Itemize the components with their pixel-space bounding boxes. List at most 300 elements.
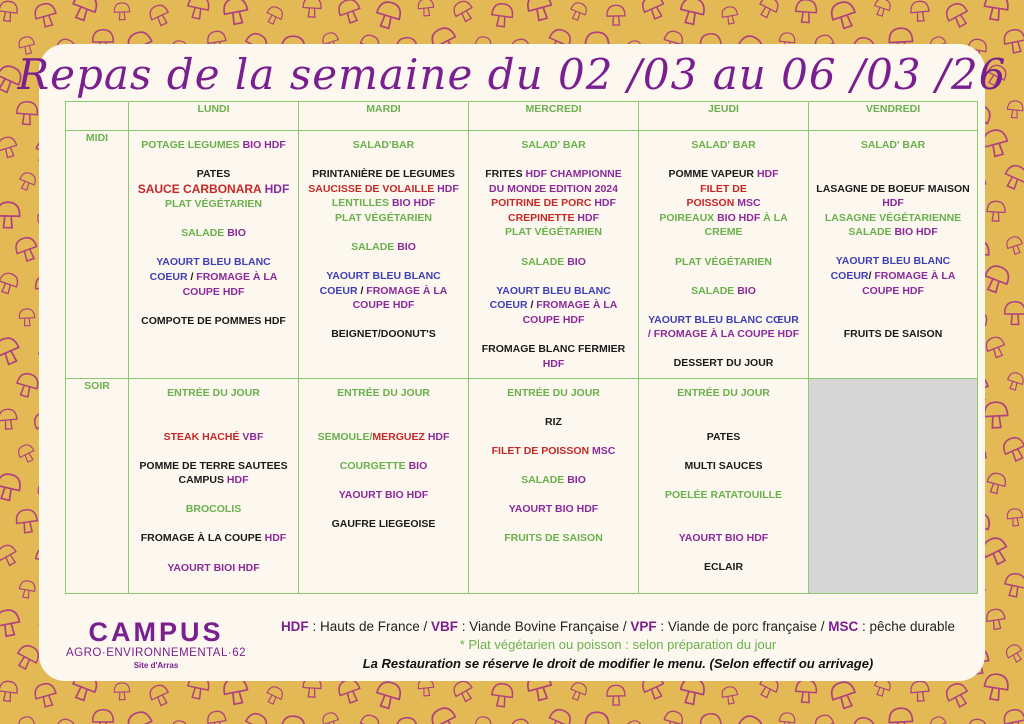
row-label-midi: MIDI	[66, 131, 129, 379]
line-spacer	[643, 298, 804, 313]
legend-segment: VPF	[630, 619, 657, 634]
menu-text: /	[357, 284, 367, 297]
day-header-mardi: MARDI	[299, 102, 469, 131]
mushroom-icon	[779, 712, 796, 724]
menu-text: BROCOLIS	[185, 503, 242, 516]
menu-text: CAMPUS	[178, 474, 227, 487]
menu-line	[473, 255, 634, 270]
line-spacer	[133, 241, 294, 256]
menu-line	[473, 225, 634, 240]
menu-text: BEIGNET/DOONUT'S	[331, 328, 436, 341]
line-spacer	[813, 153, 973, 168]
line-spacer	[643, 342, 804, 357]
menu-line	[643, 430, 804, 445]
mushroom-icon	[585, 712, 609, 724]
mushroom-icon	[1003, 572, 1024, 598]
menu-line	[303, 269, 464, 284]
menu-text: FRUITS DE SAISON	[504, 532, 603, 545]
logo-sub-text: AGRO·ENVIRONNEMENTAL·62	[66, 647, 246, 659]
menu-line	[643, 386, 804, 401]
line-spacer	[303, 401, 464, 416]
mushroom-icon	[987, 201, 1006, 222]
menu-text: BIO	[737, 284, 756, 297]
mushroom-icon	[15, 508, 39, 533]
mushroom-icon	[19, 309, 35, 326]
line-spacer	[813, 298, 973, 313]
mushroom-icon	[1007, 100, 1024, 118]
menu-line	[133, 182, 294, 198]
line-spacer	[643, 401, 804, 416]
mushroom-icon	[0, 608, 22, 637]
menu-text: POMME DE TERRE SAUTEES	[139, 459, 288, 472]
line-spacer	[643, 502, 804, 517]
menu-text: STEAK HACHÉ	[163, 430, 243, 443]
menu-text: CREME	[704, 226, 743, 239]
mushroom-icon	[0, 271, 20, 295]
menu-text: SALADE	[691, 284, 738, 297]
mushroom-icon	[983, 0, 1010, 21]
legend-segment: : Viande Bovine Française /	[458, 619, 631, 634]
menu-line	[303, 327, 464, 342]
line-spacer	[133, 212, 294, 227]
line-spacer	[303, 255, 464, 270]
mushroom-icon	[966, 718, 987, 724]
line-spacer	[303, 313, 464, 328]
menu-text: POTAGE LEGUMES	[141, 139, 243, 151]
mushroom-icon	[428, 704, 460, 724]
line-spacer	[303, 153, 464, 168]
mushroom-icon	[721, 6, 739, 25]
mushroom-icon	[943, 0, 972, 30]
mushroom-icon	[525, 0, 554, 22]
mushroom-icon	[872, 0, 892, 18]
mushroom-icon	[828, 679, 858, 711]
menu-line	[643, 255, 804, 270]
menu-text: LENTILLES	[331, 197, 392, 210]
line-spacer	[303, 444, 464, 459]
line-spacer	[643, 473, 804, 488]
line-spacer	[813, 313, 973, 328]
menu-line	[643, 284, 804, 299]
menu-cell-midi-mardi	[299, 131, 469, 379]
day-header-mercredi: MERCREDI	[469, 102, 639, 131]
menu-text: BIO	[227, 227, 246, 240]
menu-text: COUPE HDF	[352, 299, 415, 312]
menu-line	[303, 386, 464, 401]
menu-text: PLAT VÉGÉTARIEN	[334, 211, 433, 224]
mushroom-icon	[984, 335, 1008, 360]
menu-line	[303, 240, 464, 255]
menu-text: FROMAGE À LA	[196, 271, 278, 284]
legend-segment: VBF	[431, 619, 458, 634]
menu-text: HDF CHAMPIONNE	[525, 168, 622, 181]
menu-text: POITRINE DE PORC	[491, 197, 595, 210]
legend-abbreviations	[248, 618, 988, 636]
mushroom-icon	[0, 202, 20, 228]
menu-text: POIREAUX	[659, 211, 718, 224]
menu-line	[813, 327, 973, 342]
menu-text: PATES	[706, 430, 741, 443]
menu-text: YAOURT BLEU BLANC	[156, 256, 271, 269]
line-spacer	[643, 240, 804, 255]
menu-line	[643, 356, 804, 371]
menu-text: DESSERT DU JOUR	[673, 357, 774, 370]
menu-line	[643, 313, 804, 328]
menu-line	[473, 386, 634, 401]
menu-text: SALADE	[521, 255, 568, 268]
corner-cell	[66, 102, 129, 131]
mushroom-icon	[889, 708, 914, 724]
menu-cell-soir-jeudi	[639, 379, 809, 594]
menu-cell-midi-lundi	[129, 131, 299, 379]
menu-line	[813, 182, 973, 197]
mushroom-icon	[125, 709, 156, 724]
mushroom-icon	[13, 235, 40, 263]
day-header-row	[66, 102, 978, 131]
menu-text: HDF	[264, 532, 287, 545]
line-spacer	[473, 240, 634, 255]
mushroom-icon	[147, 3, 172, 28]
mushroom-icon	[114, 683, 130, 700]
menu-text: SALADE	[181, 227, 228, 240]
menu-text: /	[187, 271, 197, 284]
menu-text: BIO	[408, 459, 428, 472]
menu-line	[813, 211, 973, 226]
mushroom-icon	[490, 2, 514, 27]
line-spacer	[133, 444, 294, 459]
menu-line	[473, 211, 634, 226]
menu-text: HDF	[437, 182, 459, 195]
mushroom-icon	[451, 0, 476, 24]
line-spacer	[133, 488, 294, 503]
menu-text: SALADE	[848, 226, 895, 239]
menu-line	[133, 270, 294, 285]
mushroom-icon	[568, 681, 589, 702]
menu-line	[643, 225, 804, 240]
menu-line	[473, 473, 634, 488]
menu-text: POISSON	[686, 197, 738, 210]
menu-line	[133, 226, 294, 241]
menu-text: SALAD' BAR	[521, 139, 586, 151]
menu-line	[643, 167, 804, 182]
menu-line	[473, 138, 634, 153]
menu-text: SALAD' BAR	[860, 139, 926, 151]
menu-cell-midi-mercredi	[469, 131, 639, 379]
mushroom-icon	[490, 682, 514, 707]
legend	[248, 618, 988, 674]
menu-line	[133, 473, 294, 488]
menu-line	[303, 138, 464, 153]
mushroom-icon	[721, 686, 739, 705]
menu-line	[473, 298, 634, 313]
menu-line	[473, 531, 634, 546]
menu-line	[133, 197, 294, 212]
menu-text: LASAGNE DE BOEUF MAISON	[816, 182, 970, 195]
page-title: Repas de la semaine du 02 /03 au 06 /03 /26	[17, 50, 1007, 99]
menu-text: BIO HDF	[894, 226, 938, 239]
line-spacer	[133, 153, 294, 168]
menu-line	[303, 488, 464, 503]
mushroom-icon	[928, 714, 949, 724]
menu-text: HDF	[226, 474, 249, 487]
legend-note: * Plat végétarien ou poisson : selon préparation du jour	[459, 637, 777, 652]
menu-text: /	[527, 299, 537, 312]
mushroom-icon	[0, 0, 18, 22]
menu-text: BIO	[567, 474, 586, 487]
mushroom-icon	[1005, 302, 1024, 325]
menu-line	[643, 327, 804, 342]
menu-text: SALADE	[351, 240, 398, 253]
mushroom-icon	[733, 712, 766, 724]
menu-cell-soir-mardi	[299, 379, 469, 594]
mushroom-icon	[451, 678, 476, 704]
mushroom-icon	[16, 101, 38, 125]
mushroom-icon	[1002, 708, 1024, 724]
menu-text: HDF	[756, 168, 779, 181]
day-header-lundi: LUNDI	[129, 102, 299, 131]
line-spacer	[303, 415, 464, 430]
line-spacer	[473, 401, 634, 416]
menu-line	[133, 459, 294, 474]
mushroom-icon	[0, 680, 18, 702]
menu-text: COEUR	[489, 299, 528, 312]
menu-text: COEUR	[319, 284, 358, 297]
mushroom-icon	[417, 0, 434, 16]
menu-text: PATES	[196, 168, 231, 181]
menu-text: ENTRÉE DU JOUR	[167, 387, 260, 399]
menu-line	[303, 430, 464, 445]
menu-text: COUPE HDF	[522, 313, 585, 326]
menu-line	[643, 531, 804, 546]
menu-line	[813, 138, 973, 153]
menu-line	[303, 211, 464, 226]
mushroom-icon	[984, 402, 1009, 429]
mushroom-icon	[474, 716, 492, 724]
day-header-vendredi: VENDREDI	[809, 102, 978, 131]
mushroom-icon	[640, 0, 668, 22]
mushroom-icon	[264, 684, 285, 706]
menu-line	[133, 138, 294, 153]
line-spacer	[133, 299, 294, 314]
mushroom-icon	[662, 709, 685, 724]
menu-line	[813, 284, 973, 299]
mushroom-icon	[910, 1, 930, 22]
menu-text: FROMAGE À LA	[874, 270, 956, 283]
menu-text: MSC	[592, 445, 616, 458]
menu-text: FROMAGE À LA	[366, 284, 448, 297]
legend-segment: MSC	[828, 619, 859, 634]
mushroom-icon	[981, 263, 1012, 295]
menu-cell-soir-lundi	[129, 379, 299, 594]
menu-text: SAUCISSE DE VOLAILLE	[308, 182, 438, 195]
menu-text: COEUR	[830, 270, 869, 283]
mushroom-icon	[0, 472, 22, 502]
mushroom-icon	[18, 580, 36, 599]
menu-text: ENTRÉE DU JOUR	[507, 387, 600, 399]
menu-line	[303, 459, 464, 474]
mushroom-icon	[1001, 163, 1024, 192]
menu-text: HDF	[264, 181, 290, 196]
menu-line	[643, 560, 804, 575]
mushroom-icon	[13, 642, 42, 672]
menu-text: FRUITS DE SAISON	[843, 328, 943, 341]
mushroom-icon	[303, 0, 322, 17]
line-spacer	[473, 269, 634, 284]
mushroom-icon	[264, 4, 285, 26]
menu-text: GAUFRE LIEGEOISE	[331, 517, 436, 530]
menu-text: COUPE HDF	[182, 285, 245, 298]
menu-text: YAOURT BLEU BLANC CŒUR	[648, 313, 799, 326]
menu-text: HDF	[427, 430, 450, 443]
menu-line	[643, 196, 804, 211]
mushroom-icon	[985, 471, 1008, 495]
menu-text: COMPOTE DE POMMES HDF	[141, 314, 286, 327]
menu-text: HDF	[594, 197, 616, 210]
menu-text: PRINTANIÈRE DE LEGUMES	[312, 168, 455, 181]
menu-text: BIO HDF	[242, 139, 286, 151]
menu-text: HDF	[542, 357, 565, 370]
menu-text: SALAD'BAR	[352, 139, 415, 151]
menu-line	[643, 211, 804, 226]
mushroom-icon	[943, 680, 972, 710]
menu-line	[303, 517, 464, 532]
menu-text: PLAT VÉGÉTARIEN	[164, 198, 263, 211]
line-spacer	[643, 269, 804, 284]
midi-row	[66, 131, 978, 379]
menu-text: VBF	[242, 430, 264, 443]
row-label-soir: SOIR	[66, 379, 129, 594]
menu-line	[813, 254, 973, 269]
menu-line	[133, 255, 294, 270]
mushroom-icon	[607, 685, 625, 705]
mushroom-icon	[186, 0, 211, 20]
menu-line	[133, 561, 294, 576]
menu-text: FILET DE POISSON	[491, 445, 592, 458]
mushroom-icon	[0, 542, 20, 568]
mushroom-icon	[222, 0, 250, 26]
menu-text: FROMAGE À LA	[536, 299, 618, 312]
line-spacer	[473, 153, 634, 168]
menu-text: PLAT VÉGÉTARIEN	[674, 255, 773, 268]
mushroom-icon	[33, 1, 59, 28]
menu-text: COURGETTE	[339, 459, 409, 472]
mushroom-icon	[850, 715, 877, 724]
menu-text: YAOURT BIO HDF	[508, 503, 599, 516]
menu-text: ECLAIR	[703, 561, 744, 574]
menu-text: RIZ	[545, 416, 562, 429]
line-spacer	[643, 546, 804, 561]
menu-text: BIO	[567, 255, 586, 268]
menu-text: MSC	[737, 197, 761, 210]
menu-line	[473, 284, 634, 299]
logo-site-text: Site d'Arras	[133, 661, 179, 670]
mushroom-icon	[985, 608, 1006, 630]
menu-text: DU MONDE EDITION 2024	[489, 182, 618, 195]
mushroom-icon	[1005, 371, 1024, 392]
mushroom-icon	[0, 409, 18, 430]
menu-line	[133, 531, 294, 546]
menu-line	[643, 138, 804, 153]
legend-disclaimer: La Restauration se réserve le droit de modifier le menu. (Selon effectif ou arrivage)	[362, 656, 874, 671]
menu-line	[133, 314, 294, 329]
mushroom-icon	[1005, 235, 1024, 256]
menu-text: SAUCE CARBONARA	[137, 181, 265, 196]
legend-segment: : Hauts de France /	[308, 619, 431, 634]
mushroom-icon	[53, 717, 77, 724]
menu-line	[133, 502, 294, 517]
menu-cell-soir-mercredi	[469, 379, 639, 594]
mushroom-icon	[607, 5, 625, 25]
line-spacer	[643, 444, 804, 459]
mushroom-icon	[17, 715, 36, 724]
legend-segment: HDF	[280, 619, 309, 634]
line-spacer	[133, 517, 294, 532]
menu-text: /	[868, 270, 875, 283]
menu-line	[303, 196, 464, 211]
mushroom-icon	[981, 128, 1010, 159]
menu-text: HDF	[882, 197, 904, 210]
mushroom-icon	[699, 712, 723, 724]
line-spacer	[473, 459, 634, 474]
menu-text: PLAT VÉGÉTARIEN	[504, 226, 603, 239]
mushroom-icon	[545, 707, 573, 724]
mushroom-icon	[983, 673, 1010, 702]
menu-line	[133, 386, 294, 401]
mushroom-icon	[17, 171, 38, 192]
mushroom-icon	[336, 677, 363, 705]
legend-segment: : pêche durable	[858, 619, 956, 634]
legend-segment: : Viande de porc française /	[656, 619, 829, 634]
logo-main-text: CAMPUS	[88, 617, 224, 647]
menu-text: YAOURT BLEU BLANC	[496, 284, 611, 297]
menu-line	[643, 459, 804, 474]
menu-text: ENTRÉE DU JOUR	[677, 387, 770, 399]
mushroom-icon	[396, 717, 418, 724]
menu-text: YAOURT BLEU BLANC	[835, 255, 951, 268]
menu-text: LASAGNE VÉGÉTARIENNE	[824, 211, 962, 224]
mushroom-icon	[624, 719, 645, 724]
menu-text: YAOURT BIOI HDF	[167, 561, 260, 574]
menu-text: BIO	[397, 240, 416, 253]
menu-line	[813, 225, 973, 240]
mushroom-icon	[828, 0, 858, 31]
mushroom-icon	[280, 715, 305, 724]
line-spacer	[473, 327, 634, 342]
mushroom-icon	[16, 442, 37, 464]
mushroom-icon	[0, 335, 23, 368]
menu-line	[303, 298, 464, 313]
line-spacer	[473, 488, 634, 503]
line-spacer	[643, 415, 804, 430]
menu-line	[133, 167, 294, 182]
menu-cell-midi-jeudi	[639, 131, 809, 379]
line-spacer	[473, 430, 634, 445]
mushroom-icon	[756, 0, 781, 20]
mushroom-icon	[910, 681, 930, 702]
menu-line	[473, 444, 634, 459]
menu-text: SEMOULE/	[317, 430, 373, 443]
menu-text: YAOURT BIO HDF	[678, 532, 769, 545]
line-spacer	[303, 502, 464, 517]
menu-text: FRITES	[485, 168, 526, 181]
menu-text: MULTI SAUCES	[684, 459, 763, 472]
menu-text: / FROMAGE À LA COUPE HDF	[647, 328, 800, 341]
menu-line	[473, 357, 634, 372]
line-spacer	[473, 517, 634, 532]
line-spacer	[813, 240, 973, 255]
mushroom-icon	[14, 371, 40, 398]
mushroom-icon	[206, 710, 227, 724]
